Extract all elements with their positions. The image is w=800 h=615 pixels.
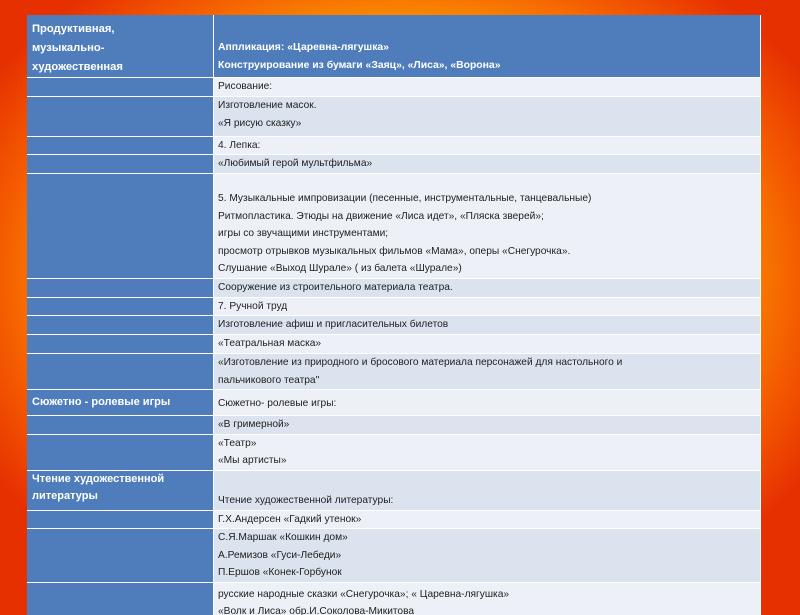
header-right-line: Конструирование из бумаги «Заяц», «Лиса», «Ворона» xyxy=(218,57,756,75)
activity-line: Чтение художественной литературы: xyxy=(218,492,756,510)
activity-line: «Театр» xyxy=(218,435,756,453)
activity-line: С.Я.Маршак «Кошкин дом» xyxy=(218,529,756,547)
row-category-cell xyxy=(27,316,214,335)
row-activity-cell xyxy=(214,97,761,137)
category-line: литературы xyxy=(32,488,209,506)
activity-line: Г.Х.Андерсен «Гадкий утенок» xyxy=(218,511,756,529)
table-row xyxy=(27,174,761,279)
row-category-cell xyxy=(27,298,214,317)
activity-line: 5. Музыкальные импровизации (песенные, инструментальные, танцевальные) xyxy=(218,190,756,208)
table-row xyxy=(27,298,761,317)
activity-line: Сюжетно- ролевые игры: xyxy=(218,395,756,413)
activity-line: 4. Лепка: xyxy=(218,137,756,155)
activity-line: 7. Ручной труд xyxy=(218,298,756,316)
table-row xyxy=(27,390,761,416)
row-activity-cell xyxy=(214,390,761,416)
activity-line: П.Ершов «Конек-Горбунок xyxy=(218,564,756,582)
row-activity-cell xyxy=(214,529,761,583)
activity-line: «Мы артисты» xyxy=(218,452,756,470)
row-activity-cell xyxy=(214,279,761,298)
row-activity-cell xyxy=(214,298,761,317)
header-activity-type-cell xyxy=(27,15,214,78)
table-row xyxy=(27,316,761,335)
activity-line: Ритмопластика. Этюды на движение «Лиса идет», «Пляска зверей»; xyxy=(218,208,756,226)
row-category-cell xyxy=(27,279,214,298)
row-category-cell xyxy=(27,97,214,137)
header-activities-cell xyxy=(214,15,761,78)
row-activity-cell xyxy=(214,416,761,435)
row-category-cell: Сюжетно - ролевые игры xyxy=(27,390,214,416)
header-right-line: Аппликация: «Царевна-лягушка» xyxy=(218,39,756,57)
row-category-cell xyxy=(27,583,214,615)
row-category-cell xyxy=(27,529,214,583)
category-line: Чтение художественной xyxy=(32,471,209,489)
row-activity-cell xyxy=(214,78,761,97)
activity-line: А.Ремизов «Гуси-Лебеди» xyxy=(218,547,756,565)
row-activity-cell xyxy=(214,155,761,174)
table-row xyxy=(27,137,761,156)
header-left-line: Продуктивная, xyxy=(32,20,209,39)
header-left-line: музыкально- xyxy=(32,39,209,58)
activity-line: просмотр отрывков музыкальных фильмов «Мама», оперы «Снегурочка». xyxy=(218,243,756,261)
row-activity-cell xyxy=(214,471,761,511)
table-row xyxy=(27,529,761,583)
row-activity-cell xyxy=(214,316,761,335)
activity-table-sheet xyxy=(27,15,761,615)
activity-line: «Театральная маска» xyxy=(218,335,756,353)
table-row xyxy=(27,97,761,137)
row-activity-cell xyxy=(214,137,761,156)
row-activity-cell xyxy=(214,511,761,530)
row-category-cell xyxy=(27,435,214,471)
activity-line: Рисование: xyxy=(218,78,756,96)
table-row xyxy=(27,583,761,615)
table-row xyxy=(27,511,761,530)
row-category-cell xyxy=(27,511,214,530)
row-activity-cell xyxy=(214,435,761,471)
table-row xyxy=(27,335,761,354)
row-activity-cell xyxy=(214,174,761,279)
activity-line: пальчикового театра" xyxy=(218,372,756,390)
row-category-cell xyxy=(27,155,214,174)
table-row xyxy=(27,155,761,174)
activity-line: русские народные сказки «Снегурочка»; « Царевна-лягушка» xyxy=(218,586,756,604)
table-row xyxy=(27,471,761,511)
row-activity-cell xyxy=(214,583,761,615)
row-activity-cell xyxy=(214,354,761,390)
table-header-row xyxy=(27,15,761,78)
activity-line: Сооружение из строительного материала театра. xyxy=(218,279,756,297)
activity-line: Изготовление масок. xyxy=(218,97,756,115)
table-row xyxy=(27,354,761,390)
table-row xyxy=(27,435,761,471)
activity-line: Слушание «Выход Шурале» ( из балета «Шурале») xyxy=(218,260,756,278)
row-category-cell xyxy=(27,416,214,435)
activity-line: Изготовление афиш и пригласительных билетов xyxy=(218,316,756,334)
row-category-cell xyxy=(27,78,214,97)
activity-line: «Волк и Лиса» обр.И.Соколова-Микитова xyxy=(218,603,756,615)
row-category-cell xyxy=(27,137,214,156)
row-category-cell xyxy=(27,354,214,390)
activity-line: «В гримерной» xyxy=(218,416,756,434)
activity-line: «Любимый герой мультфильма» xyxy=(218,155,756,173)
row-category-cell xyxy=(27,335,214,354)
activity-table xyxy=(27,15,761,615)
header-left-line: художественная xyxy=(32,58,209,77)
activity-line: игры со звучащими инструментами; xyxy=(218,225,756,243)
row-activity-cell xyxy=(214,335,761,354)
table-row xyxy=(27,78,761,97)
activity-line: «Изготовление из природного и бросового материала персонажей для настольного и xyxy=(218,354,756,372)
table-row xyxy=(27,416,761,435)
row-category-cell xyxy=(27,471,214,511)
table-row xyxy=(27,279,761,298)
activity-line: «Я рисую сказку» xyxy=(218,114,756,134)
row-category-cell xyxy=(27,174,214,279)
